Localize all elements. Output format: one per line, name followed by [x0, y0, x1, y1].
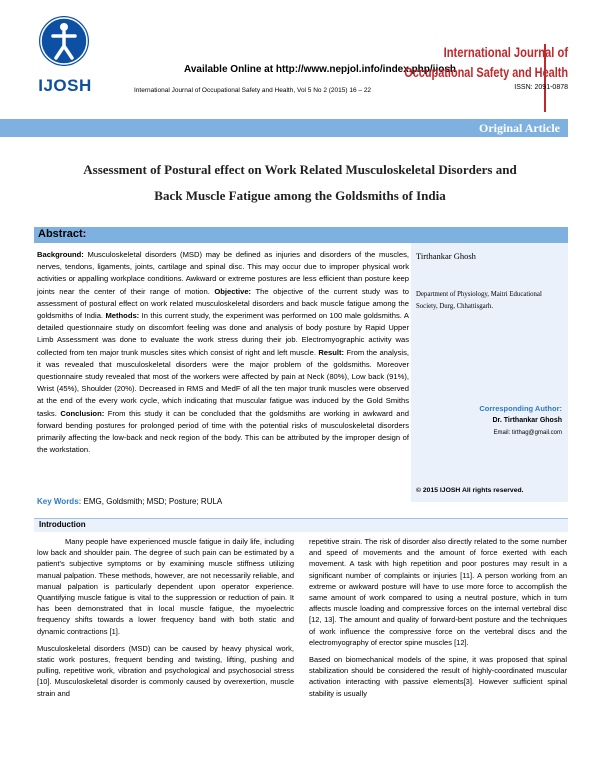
keywords	[37, 497, 222, 506]
keywords-label: Key Words:	[37, 497, 82, 506]
citation: International Journal of Occupational Safety and Health, Vol 5 No 2 (2015) 16 – 22	[134, 87, 372, 94]
intro-paragraph-1: Many people have experienced muscle fatigue in daily life, including low back and shoulder pain. The degree of such pain can be estimated by a patient's subjective symptoms or by examining muscle stiffness utilizing manual palpation. These methods, however, are not necessarily reliable, and manual palpation is particularly dependent upon operator experience. Quantifying muscle fatigue is vital to the suppression or reduction of pain. It has been demonstrated that in local muscle fatigue, the myoelectric frequency shifts towards a lower frequency band with both static and dynamic contractions [1].	[37, 537, 294, 636]
intro-paragraph-3: repetitive strain. The risk of disorder also directly related to the some number and speed of movements and the amount of force exerted with each movement. A task with high repetition and poor postures may result in a significant number of complaints or injuries [11]. A person working from an extreme or awkward posture will have to use more force to accomplish the same amount of work compared to using a neutral posture, which in turn affects muscle loading and compressive forces on the internal vertebral disc [12, 13]. The amount and quality of forward-bent posture and the techniques of work influence the compressive force on the vertebral discs and the electromyography of erector spine muscles [12].	[309, 537, 567, 647]
introduction-heading-bar	[34, 518, 568, 532]
abstract-heading: Abstract:	[38, 228, 87, 240]
introduction-heading: Introduction	[39, 520, 86, 529]
logo-emblem	[39, 16, 89, 66]
right-column	[309, 536, 567, 705]
author-name: Tirthankar Ghosh	[416, 251, 476, 261]
intro-paragraph-4: Based on biomechanical models of the spine, it was proposed that spinal stabilization should be considered the result of highly-coordinated muscular activation interacting with passive elements[3]. However sufficient spinal stability is usually	[309, 655, 567, 698]
left-column	[37, 536, 294, 705]
issn: ISSN: 2091-0878	[514, 84, 568, 91]
corresponding-email[interactable]: Email: tirthag@gmail.com	[493, 430, 562, 436]
methods-text: In this current study, the experiment was performed on 100 male goldsmiths. A detailed questionnaire study on discomfort feeling was done and analysis of body posture by Rapid Upper Limb Assessment was done to evaluate the work stress during their job. Electromyographic activity was collected from ten major trunk muscles sites which consist of right and left muscle.	[37, 311, 409, 357]
title-line1: Assessment of Postural effect on Work Related Musculoskeletal Disorders and	[83, 162, 517, 177]
intro-paragraph-2: Musculoskeletal disorders (MSD) can be caused by heavy physical work, static work postures, frequent bending and twisting, lifting, pushing and pulling, repetitive work, vibration and psychological and psychosocial stress [10]. Musculoskeletal disorder is commonly caused by overexertion, muscle strain and	[37, 643, 294, 698]
available-online[interactable]: Available Online at http://www.nepjol.info/index.php/ijosh	[183, 64, 457, 75]
affiliation: Department of Physiology, Maitri Educational Society, Durg, Chhattisgarh.	[416, 291, 542, 310]
paper-title	[40, 157, 560, 209]
result-label: Result:	[318, 347, 345, 357]
ijosh-logo	[34, 14, 96, 100]
background-label: Background:	[37, 250, 84, 259]
objective-text: The objective of the current study was to assessment of postural effect on work related musculoskeletal disorders and back muscle fatigue among the goldsmiths of India.	[37, 286, 409, 321]
article-type: Original Article	[479, 121, 560, 135]
journal-name	[358, 44, 568, 91]
corresponding-name: Dr. Tirthankar Ghosh	[492, 417, 562, 424]
journal-line1: International Journal of	[443, 44, 568, 60]
objective-label: Objective:	[214, 286, 252, 296]
logo-text: IJOSH	[38, 76, 92, 95]
result-text: From the analysis, it was revealed that musculoskeletal disorders were the major problem of the goldsmiths. Moreover questionnaire study revealed that most of the workers were affected by pain at Neck (80%), Low back (91%), Wrist (45%), Shoulder (20%). Decreased in RMS and MedF of all the ten major trunk muscles were observed at the end of the every work cycle, which indicating that muscular fatigue was induced by the Gold Smiths tasks.	[37, 347, 409, 418]
conclusion-label: Conclusion:	[60, 408, 105, 418]
background-text: Musculoskeletal disorders (MSD) may be defined as injuries and disorders of the muscles, nerves, tendons, ligaments, joints, cartilage and spinal disc. This may occur due to improper physical work activities or appalling workplace conditions. Awkward or extreme postures are less efficient than posture keep joints near the center of their range of motion.	[37, 250, 409, 296]
abstract-heading-bar	[34, 227, 568, 243]
copyright: © 2015 IJOSH All rights reserved.	[416, 487, 524, 494]
title-line2: Back Muscle Fatigue among the Goldsmiths of India	[154, 188, 446, 203]
methods-label: Methods:	[105, 311, 140, 321]
person-icon	[39, 16, 89, 66]
author-sidebar	[411, 243, 568, 502]
keywords-text: EMG, Goldsmith; MSD; Posture; RULA	[83, 497, 223, 506]
conclusion-text: From this study it can be concluded that the goldsmiths are working in awkward and forward bending postures for prolonged period of time with the potential risks of musculoskeletal disorders primarily affecting the low-back and neck region of the body. This can be attributed by the improper design of the workstation.	[37, 408, 409, 455]
corresponding-label: Corresponding Author:	[479, 404, 562, 413]
journal-line2: Occupational Safety and Health	[404, 64, 568, 80]
article-type-bar	[0, 119, 568, 137]
abstract-body	[37, 249, 409, 456]
